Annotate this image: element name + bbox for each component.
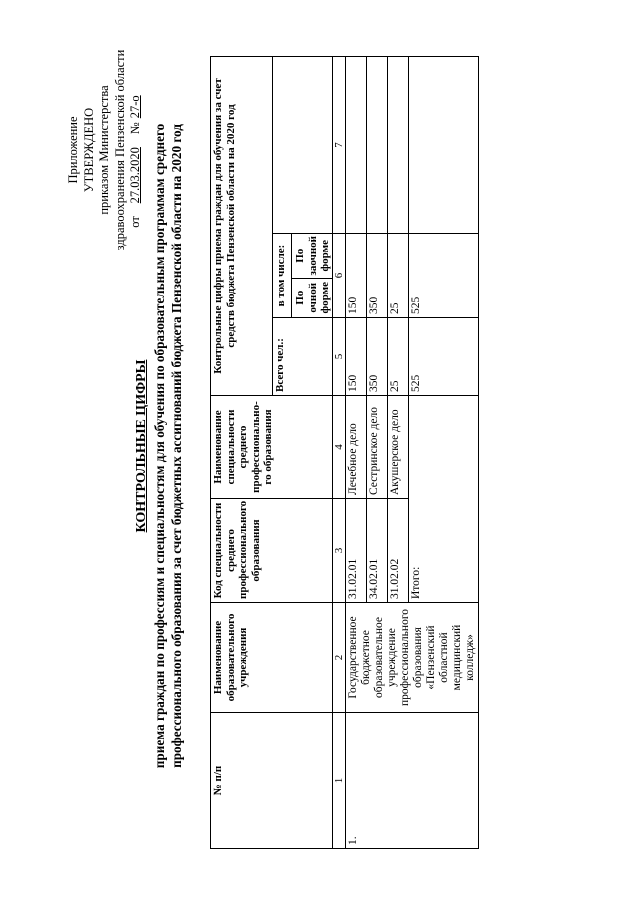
specialty-name: Сестринское дело bbox=[367, 396, 388, 499]
document-title bbox=[133, 17, 185, 875]
control-figures-table bbox=[210, 56, 479, 849]
header-empty bbox=[273, 57, 333, 234]
extramural-count bbox=[346, 57, 367, 234]
total-label: Итого: bbox=[409, 396, 479, 603]
total-count: 25 bbox=[388, 318, 409, 396]
header-code: Код специальности среднего профессионального образования bbox=[211, 499, 333, 603]
order-label: приказом Министерства bbox=[97, 85, 111, 215]
header-specialty: Наименование специальности среднего профессионального образования bbox=[211, 396, 333, 499]
order-date: 27.03.2020 bbox=[128, 147, 142, 204]
appendix-label: Приложение bbox=[66, 116, 80, 184]
total-sum: 525 bbox=[409, 318, 479, 396]
approval-header bbox=[66, 5, 144, 295]
header-including-group bbox=[273, 234, 333, 318]
title-line-3: профессионального образования за счет бюджетных ассигнований бюджета Пензенской области на 2020 год bbox=[169, 124, 184, 768]
col-index: 2 bbox=[333, 603, 346, 713]
approved-label: УТВЕРЖДЕНО bbox=[81, 107, 96, 193]
number-prefix: № bbox=[128, 122, 142, 135]
col-index: 5 bbox=[333, 318, 346, 396]
title-line-2: приема граждан по профессиям и специальностям для обучения по образовательным программам среднего bbox=[152, 123, 167, 769]
total-count: 150 bbox=[346, 318, 367, 396]
header-fulltime: По очной форме bbox=[294, 282, 331, 314]
header-num: № п/п bbox=[211, 713, 333, 849]
specialty-name: Лечебное дело bbox=[346, 396, 367, 499]
total-count: 350 bbox=[367, 318, 388, 396]
header-control-figures: Контрольные цифры приема граждан для обучения за счет средств бюджета Пензенской области на 2020 год bbox=[211, 57, 273, 396]
col-index: 6 bbox=[333, 234, 346, 318]
specialty-code: 31.02.02 bbox=[388, 499, 409, 603]
title-main: КОНТРОЛЬНЫЕ ЦИФРЫ bbox=[134, 359, 149, 533]
header-total: Всего чел.: bbox=[273, 318, 333, 396]
fulltime-sum: 525 bbox=[409, 234, 479, 318]
extramural-count bbox=[388, 57, 409, 234]
fulltime-count: 150 bbox=[346, 234, 367, 318]
extramural-count bbox=[367, 57, 388, 234]
fulltime-count: 25 bbox=[388, 234, 409, 318]
fulltime-count: 350 bbox=[367, 234, 388, 318]
col-index: 1 bbox=[333, 713, 346, 849]
column-index-row bbox=[333, 57, 346, 849]
specialty-code: 31.02.01 bbox=[346, 499, 367, 603]
extramural-sum bbox=[409, 57, 479, 234]
col-index: 4 bbox=[333, 396, 346, 499]
header-including: в том числе: bbox=[273, 234, 292, 317]
order-number: 27-о bbox=[128, 95, 142, 119]
row-number: 1. bbox=[346, 713, 479, 849]
header-institution: Наименование образовательного учреждения bbox=[211, 603, 333, 713]
ministry-label: здравоохранения Пензенской области bbox=[112, 49, 127, 251]
header-extramural: По заочной форме bbox=[292, 234, 332, 279]
date-prefix: от bbox=[128, 216, 142, 228]
institution-name: Государственное бюджетное образовательное учреждение профессионального образования «Пензенский областной медицинский колледж» bbox=[346, 603, 479, 713]
specialty-name: Акушерское дело bbox=[388, 396, 409, 499]
specialty-code: 34.02.01 bbox=[367, 499, 388, 603]
col-index: 7 bbox=[333, 57, 346, 234]
header-row bbox=[211, 57, 273, 849]
col-index: 3 bbox=[333, 499, 346, 603]
table-row bbox=[346, 57, 367, 849]
